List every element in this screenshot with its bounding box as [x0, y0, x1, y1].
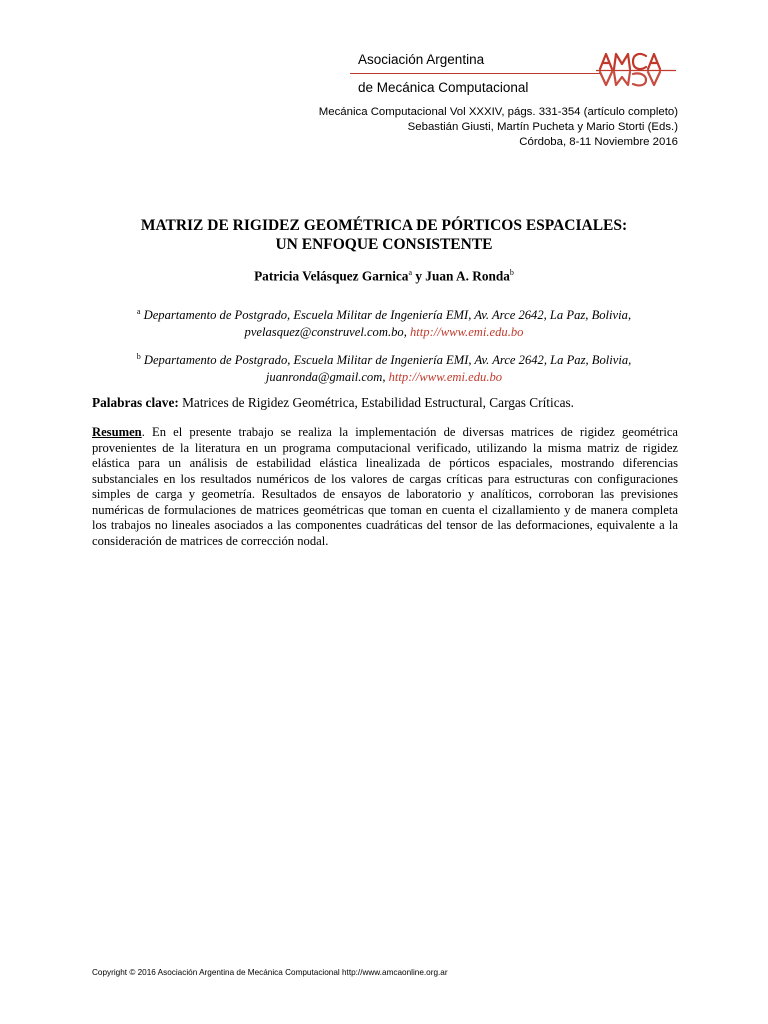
affiliation-b — [92, 348, 676, 386]
header-divider — [350, 73, 600, 74]
keywords-text: Matrices de Rigidez Geométrica, Estabilidad Estructural, Cargas Críticas. — [178, 395, 574, 410]
amca-logo — [596, 50, 676, 88]
paper-title-line2: UN ENFOQUE CONSISTENTE — [275, 236, 493, 253]
publication-place-date: Córdoba, 8-11 Noviembre 2016 — [519, 136, 678, 148]
author-separator: y — [412, 268, 426, 284]
author-name: Patricia Velásquez Garnica — [254, 268, 409, 284]
affiliation-text: Departamento de Postgrado, Escuela Militar de Ingeniería EMI, Av. Arce 2642, La Paz, Bolivia, — [143, 308, 632, 323]
abstract — [92, 425, 678, 549]
copyright-notice: Copyright © 2016 Asociación Argentina de Mecánica Computacional http://www.amcaonline.org.ar — [92, 968, 448, 977]
affiliation-mark: b — [136, 352, 141, 361]
affiliation-a — [92, 303, 676, 341]
abstract-label: Resumen — [92, 425, 142, 439]
author-affiliation-mark: b — [509, 268, 514, 277]
affiliation-email: pvelasquez@construvel.com.bo, — [244, 325, 410, 340]
keywords-label: Palabras clave: — [92, 395, 179, 410]
author-affiliation-mark: a — [408, 268, 412, 277]
publication-volume: Mecánica Computacional Vol XXXIV, págs. 331-354 (artículo completo) — [318, 106, 678, 118]
paper-title-line1: MATRIZ DE RIGIDEZ GEOMÉTRICA DE PÓRTICOS ESPACIALES: — [140, 217, 628, 234]
affiliation-text: Departamento de Postgrado, Escuela Militar de Ingeniería EMI, Av. Arce 2642, La Paz, Bolivia, — [143, 353, 632, 368]
publication-info — [319, 105, 678, 150]
author-list — [92, 268, 676, 284]
affiliation-url-link[interactable]: http://www.emi.edu.bo — [388, 370, 503, 385]
publication-editors: Sebastián Giusti, Martín Pucheta y Mario Storti (Eds.) — [407, 121, 678, 133]
association-name-line1: Asociación Argentina — [358, 52, 485, 67]
paper-title — [92, 216, 676, 254]
affiliation-mark: a — [136, 307, 141, 316]
affiliation-email: juanronda@gmail.com, — [265, 370, 389, 385]
author-name: Juan A. Ronda — [425, 268, 510, 284]
association-name-line2: de Mecánica Computacional — [358, 80, 529, 95]
abstract-text: . En el presente trabajo se realiza la implementación de diversas matrices de rigidez geométrica provenientes de la literatura en un programa computacional verificado, utilizando la misma matriz de rigidez elástica para un análisis de estabilidad elástica linealizada de pórticos espaciales, mostrando diferencias substanciales en los resultados numéricos de los valores de cargas críticas para estructuras con configuraciones simples de carga y geometría. Resultados de ensayos de laboratorio y analíticos, corroboran las previsiones numéricas de formulaciones de matrices geométricas que toman en cuenta el cizallamiento y de manera completa los trabajos no lineales asociados a las componentes cuadráticas del tensor de las deformaciones, equivalente a la consideración de matrices de corrección nodal. — [92, 425, 678, 548]
keywords — [92, 395, 676, 411]
affiliation-url-link[interactable]: http://www.emi.edu.bo — [410, 325, 524, 340]
